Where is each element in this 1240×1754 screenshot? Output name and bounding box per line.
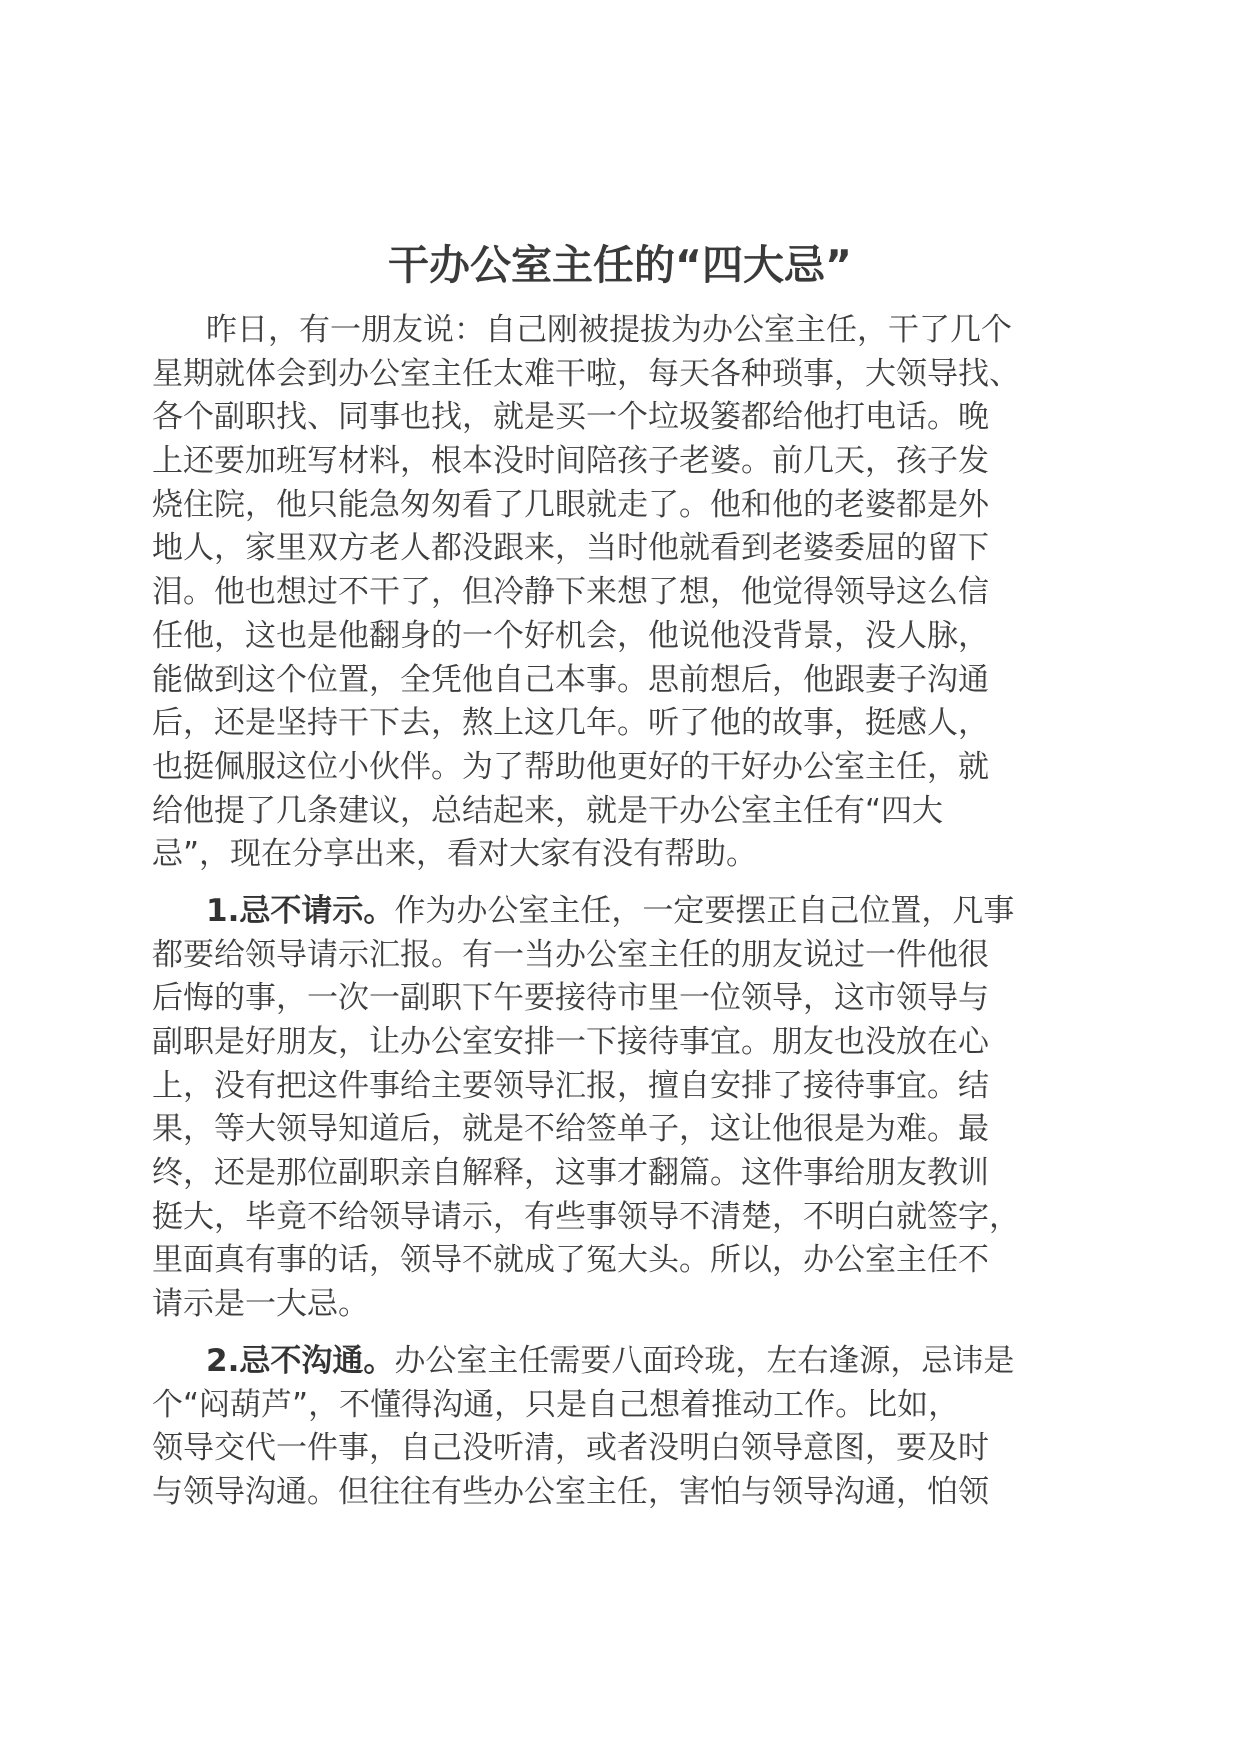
text-line: 后悔的事，一次一副职下午要接待市里一位领导，这市领导与 <box>152 980 989 1017</box>
text-line: 后，还是坚持干下去，熬上这几年。听了他的故事，挺感人， <box>152 705 989 742</box>
text-line: 给他提了几条建议，总结起来，就是干办公室主任有“四大 <box>152 792 944 829</box>
text-line: 挺大，毕竟不给领导请示，有些事领导不清楚，不明白就签字， <box>152 1198 1020 1235</box>
text-line: 任他，这也是他翻身的一个好机会，他说他没背景，没人脉， <box>152 617 989 654</box>
text-line: 果，等大领导知道后，就是不给签单子，这让他很是为难。最 <box>152 1111 989 1148</box>
text-line: 个“闷葫芦”，不懂得沟通，只是自己想着推动工作。比如， <box>152 1386 960 1423</box>
text-line: 也挺佩服这位小伙伴。为了帮助他更好的干好办公室主任，就 <box>152 748 989 785</box>
paragraph-section-2 <box>152 1340 1096 1515</box>
paragraph-intro <box>152 309 1096 877</box>
text-line: 泪。他也想过不干了，但冷静下来想了想，他觉得领导这么信 <box>152 574 989 611</box>
document-title: 干办公室主任的“四大忌” <box>388 241 852 289</box>
text-line: 里面真有事的话，领导不就成了冤大头。所以，办公室主任不 <box>152 1242 989 1279</box>
text-line <box>152 1340 1096 1384</box>
text-line: 副职是好朋友，让办公室安排一下接待事宜。朋友也没放在心 <box>152 1024 989 1060</box>
document-body <box>152 309 1096 1515</box>
text-line: 各个副职找、同事也找，就是买一个垃圾篓都给他打电话。晚 <box>152 399 989 436</box>
text-line <box>152 890 1096 934</box>
text-line: 忌”，现在分享出来，看对大家有没有帮助。 <box>152 836 758 873</box>
text-line: 领导交代一件事，自己没听清，或者没明白领导意图，要及时 <box>152 1430 989 1467</box>
text-run: 作为办公室主任，一定要摆正自己位置，凡事 <box>394 892 1015 929</box>
text-line: 都要给领导请示汇报。有一当办公室主任的朋友说过一件他很 <box>152 936 989 973</box>
text-line: 与领导沟通。但往往有些办公室主任，害怕与领导沟通，怕领 <box>152 1473 989 1510</box>
text-line: 上，没有把这件事给主要领导汇报，擅自安排了接待事宜。结 <box>152 1067 989 1104</box>
text-line: 地人，家里双方老人都没跟来，当时他就看到老婆委屈的留下 <box>152 530 989 567</box>
text-line: 终，还是那位副职亲自解释，这事才翻篇。这件事给朋友教训 <box>152 1155 989 1192</box>
text-line: 上还要加班写材料，根本没时间陪孩子老婆。前几天，孩子发 <box>152 443 989 480</box>
section-heading: 2.忌不沟通。 <box>206 1342 395 1379</box>
text-run: 办公室主任需要八面玲珑，左右逢源，忌讳是 <box>394 1342 1015 1379</box>
text-line: 请示是一大忌。 <box>152 1286 369 1323</box>
text-line: 能做到这个位置，全凭他自己本事。思前想后，他跟妻子沟通 <box>152 661 989 698</box>
text-line: 星期就体会到办公室主任太难干啦，每天各种琐事，大领导找、 <box>152 355 1020 392</box>
text-line: 昨日，有一朋友说：自己刚被提拔为办公室主任，干了几个 <box>206 312 1012 348</box>
text-line: 烧住院，他只能急匆匆看了几眼就走了。他和他的老婆都是外 <box>152 486 989 523</box>
section-heading: 1.忌不请示。 <box>206 892 395 929</box>
paragraph-section-1 <box>152 890 1096 1327</box>
